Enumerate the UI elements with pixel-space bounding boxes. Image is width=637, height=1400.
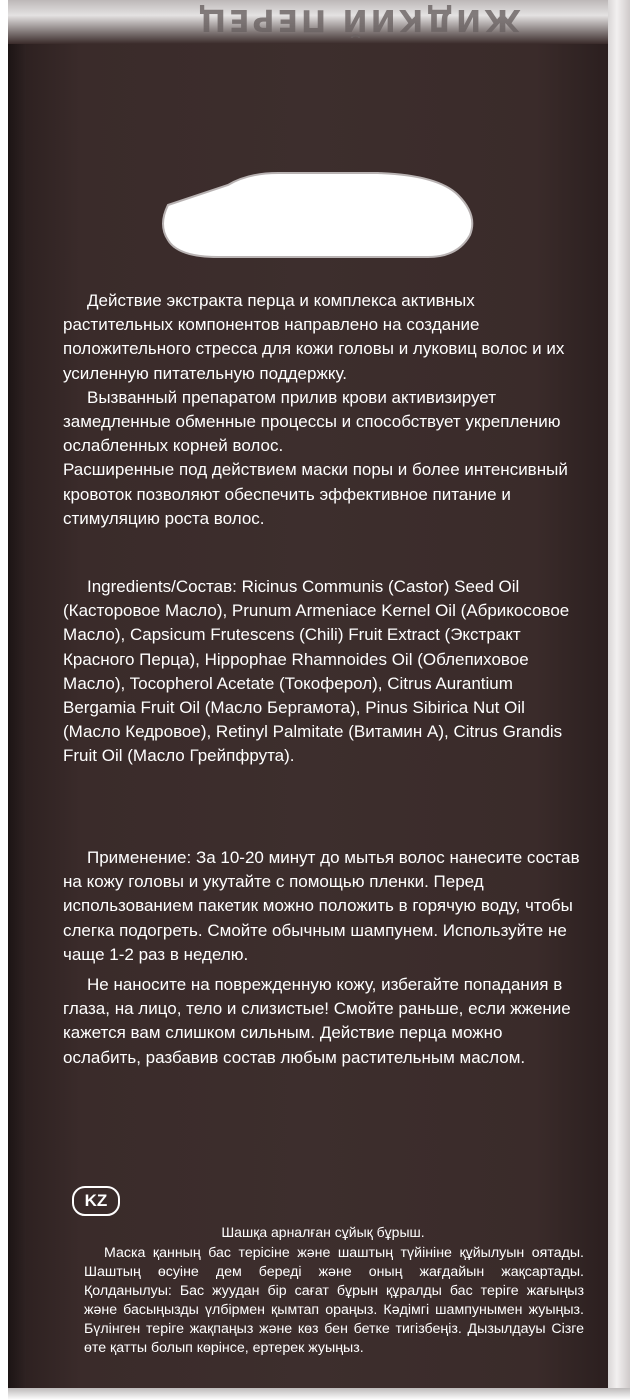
bottom-shadow — [8, 1388, 630, 1400]
description-paragraph: Вызванный препаратом прилив крови активизирует замедленные обменные процессы и способствует укреплению ослабленных корней волос. — [63, 387, 561, 456]
kz-badge: KZ — [72, 1186, 120, 1216]
kz-title: Шашқа арналған сұйық бұрыш. — [221, 1224, 425, 1240]
description-paragraph: Действие экстракта перца и комплекса активных растительных компонентов направлено на создание положительного стресса для кожи головы и луковиц волос и их усиленную питательную поддержку. — [63, 291, 565, 383]
warning-text: Не наносите на поврежденную кожу, избегайте попадания в глаза, на лицо, тело и слизистые! Смойте раньше, если жжение кажется вам слишком сильным. Действие перца можно ослабить, разбавив состав любым растительным маслом. — [63, 975, 571, 1067]
kz-text: Маска қанның бас терісіне және шаштың түйініне құйылуын оятады. Шаштың өсуіне дем береді және оның жағдайын жақсартады. Қолданылуы: Бас жуудан бір сағат бұрын құралды бас теріге жағыңыз және басыңызды үлбірмен қымтап ораңыз. Кәдімгі шампунымен жуыңыз. Бүлінген теріге жақпаңыз және көз бен бетке тигізбеңіз. Дызылдауы Сізге өте қатты болып көрінсе, ертерек жуыңыз. — [84, 1245, 584, 1356]
description-block — [63, 289, 583, 531]
description-paragraph: Расширенные под действием маски поры и более интенсивный кровоток позволяют обеспечить эффективное питание и стимуляцию роста волос. — [63, 460, 568, 528]
top-flap — [8, 0, 608, 44]
ingredients-block — [63, 575, 583, 769]
usage-block — [63, 846, 583, 1070]
kz-text-block — [84, 1244, 584, 1357]
usage-text: Применение: За 10-20 минут до мытья волос нанесите состав на кожу головы и укутайте с помощью пленки. Перед использованием пакетик можно положить в горячую воду, чтобы слегка подогреть. Смойте обычным шампунем. Используйте не чаще 1-2 раз в неделю. — [63, 848, 580, 964]
ingredients-text: Ingredients/Состав: Ricinus Communis (Castor) Seed Oil (Касторовое Масло), Prunum Armeniace Kernel Oil (Абрикосовое Масло), Capsicum Frutescens (Chili) Fruit Extract (Экстракт Красного Перца), Hippophae Rhamnoides Oil (Облепиховое Масло), Tocopherol Acetate (Токоферол), Citrus Aurantium Bergamia Fruit Oil (Масло Бергамота), Pinus Sibirica Nut Oil (Масло Кедровое), Retinyl Palmitate (Витамин А), Citrus Grandis Fruit Oil (Масло Грейпфрута). — [63, 577, 570, 766]
package-left-edge — [8, 0, 26, 1388]
flap-title: ЖИДКИЙ ПЕРЕЦ — [195, 2, 521, 37]
hang-hole — [158, 165, 478, 261]
package-right-edge — [608, 0, 630, 1388]
